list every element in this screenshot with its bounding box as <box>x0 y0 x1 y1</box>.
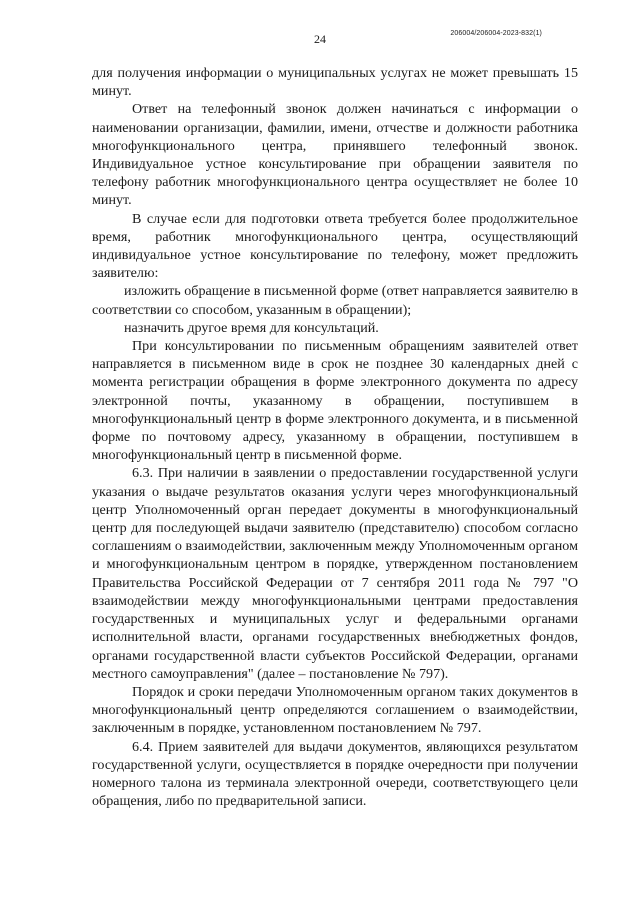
paragraph-section-6-4: 6.4. Прием заявителей для выдачи документов, являющихся результатом государственной услуги, осуществляется в порядке очередности при получении номерного талона из терминала электронной очереди, соответствующего цели обращения, либо по предварительной записи. <box>92 738 578 810</box>
page-number: 24 <box>314 32 326 46</box>
document-code: 206004/206004-2023-832(1) <box>450 30 542 37</box>
document-body <box>92 64 578 810</box>
list-item-written-form: изложить обращение в письменной форме (ответ направляется заявителю в соответствии со способом, указанным в обращении); <box>92 283 578 318</box>
paragraph-written-requests: При консультировании по письменным обращениям заявителей ответ направляется в письменном виде в срок не позднее 30 календарных дней с момента регистрации обращения в форме электронного документа по адресу электронной почты, указанному в обращении, поступившем в многофункциональный центр в форме электронного документа, и в письменной форме по почтовому адресу, указанному в обращении, поступившем в многофункциональный центр в письменной форме. <box>92 338 578 464</box>
list-item-other-time: назначить другое время для консультаций. <box>124 319 379 336</box>
paragraph-phone-answer: Ответ на телефонный звонок должен начинаться с информации о наименовании организации, фамилии, имени, отчестве и должности работника многофункционального центра, принявшего телефонный звонок. Индивидуальное устное консультирование при обращении заявителя по телефону работник многофункционального центра осуществляет не более 10 минут. <box>92 101 578 209</box>
paragraph-longer-time: В случае если для подготовки ответа требуется более продолжительное время, работник многофункционального центра, осуществляющий индивидуальное устное консультирование по телефону, может предложить заявителю: <box>92 210 578 282</box>
paragraph-continuation: для получения информации о муниципальных услугах не может превышать 15 минут. <box>92 65 578 100</box>
paragraph-section-6-3: 6.3. При наличии в заявлении о предоставлении государственной услуги указания о выдаче результатов оказания услуги через многофункциональный центр Уполномоченный орган передает документы в многофункциональный центр для последующей выдачи заявителю (представителю) способом согласно соглашениям о взаимодействии, заключенным между Уполномоченным органом и многофункциональным центром в порядке, утвержденном постановлением Правительства Российской Федерации от 7 сентября 2011 года № 797 "О взаимодействии между многофункциональными центрами предоставления государственных и муниципальных услуг и федеральными органами исполнительной власти, органами государственных внебюджетных фондов, органами государственной власти субъектов Российской Федерации, органами местного самоуправления" (далее – постановление № 797). <box>92 465 578 682</box>
paragraph-transfer-order: Порядок и сроки передачи Уполномоченным органом таких документов в многофункциональный центр определяются соглашением о взаимодействии, заключенным в порядке, установленном постановлением № 797. <box>92 683 578 737</box>
